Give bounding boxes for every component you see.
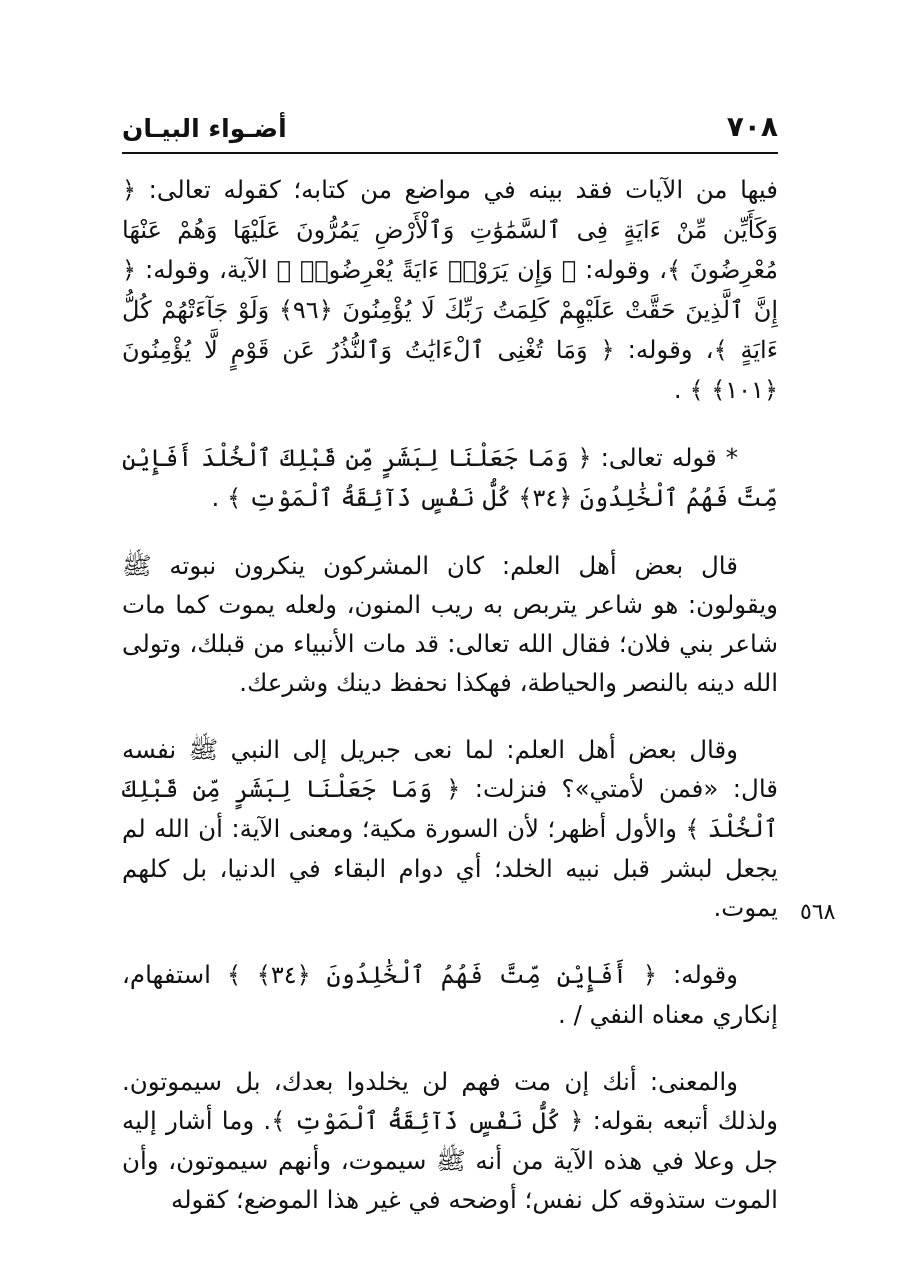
running-title: أضـواء البيـان [122,114,287,143]
body-text: * قوله تعالى: [591,443,739,472]
quran-quote: ﴿ أَفَإِيْن مِّتَّ فَهُمُ ٱلْخَٰلِدُونَ ﴿٣٤﴾ ﴾ [226,961,657,989]
body-text: قال بعض أهل العلم: كان المشركون ينكرون نبوته ﷺ ويقولون: هو شاعر يتربص به ريب المنون، ولعله يموت كما مات شاعر بني فلان؛ فقال الله تعالى: قد مات الأنبياء من قبلك، وتولى الله دينه بالنصر والحياطة، فهكذا نحفظ دينك وشرعك. [122,551,778,697]
paragraph-4 [122,730,778,927]
body-text: فيها من الآيات فقد بينه في مواضع من كتابه؛ كقوله تعالى: [136,175,778,204]
body-text: الآية، وقوله: [136,255,277,284]
page-header [122,110,778,150]
quran-quote: ﴿ وَمَا جَعَلْنَا لِبَشَرٍ مِّن قَبْلِكَ ٱلْخُلْدَ ﴾ [122,775,778,843]
quran-quote: ﴿ وَمَا تُغْنِى ٱلْءَايَٰتُ وَٱلنُّذُرُ عَن قَوْمٍ لَّا يُؤْمِنُونَ ﴿١٠١﴾ ﴾ [122,336,778,404]
body-text: . وما أشار إليه جل وعلا في هذه الآية من أنه ﷺ سيموت، وأنهم سيموتون، وأن الموت ستذوقه كل نفس؛ أوضحه في غير هذا الموضع؛ كقوله [122,1106,778,1214]
body-text: ، وقوله: [576,255,668,284]
body-text: والمعنى: أنك إن مت فهم لن يخلدوا بعدك، بل سيموتون. ولذلك أتبعه بقوله: [122,1067,778,1135]
paragraph-5 [122,955,778,1034]
body-text: استفهام، إنكاري معناه النفي / . [122,960,778,1029]
body-text: ، وقوله: [614,335,714,364]
quran-quote: ﴿ وَمَا جَعَلْنَا لِبَشَرٍ مِّن قَبْلِكَ ٱلْخُلْدَ أَفَإِيْن مِّتَّ فَهُمُ ٱلْخَٰلِدُونَ ﴿٣٤﴾ كُلُّ نَفْسٍ ذَآئِقَةُ ٱلْمَوْتِ ﴾ [122,444,778,512]
body-text: وقال بعض أهل العلم: لما نعى جبريل إلى النبي ﷺ نفسه قال: «فمن لأمتي»؟ فنزلت: [122,735,778,803]
page-number: ٧٠٨ [726,110,778,143]
body-text: . [211,483,228,512]
paragraph-1 [122,170,778,410]
quran-quote: ﴿ كُلُّ نَفْسٍ ذَآئِقَةُ ٱلْمَوْتِ ﴾ [271,1107,584,1135]
margin-page-reference: ٥٦٨ [800,900,836,925]
paragraph-3 [122,546,778,702]
quran-quote: ﴿ وَإِن يَرَوْا۟ ءَايَةً يُعْرِضُوا۟ ﴾ [276,256,577,284]
body-text: وقوله: [656,960,738,989]
quran-quote: ﴿ إِنَّ ٱلَّذِينَ حَقَّتْ عَلَيْهِمْ كَلِمَتُ رَبِّكَ لَا يُؤْمِنُونَ ﴿٩٦﴾ وَلَوْ جَآءَتْهُمْ كُلُّ ءَايَةٍ ﴾ [122,256,779,364]
page-body [122,170,778,1219]
body-text: . [673,375,690,404]
quran-quote: ﴿ وَكَأَيِّن مِّنْ ءَايَةٍ فِى ٱلسَّمَٰوَٰتِ وَٱلْأَرْضِ يَمُرُّونَ عَلَيْهَا وَهُمْ عَنْهَا مُعْرِضُونَ ﴾ [122,176,778,284]
body-text: والأول أظهر؛ لأن السورة مكية؛ ومعنى الآية: أن الله لم يجعل لبشر قبل نبيه الخلد؛ أي دوام البقاء في الدنيا، بل كلهم يموت. [122,814,778,922]
paragraph-2 [122,438,778,518]
paragraph-6 [122,1062,778,1219]
header-rule [122,152,778,154]
